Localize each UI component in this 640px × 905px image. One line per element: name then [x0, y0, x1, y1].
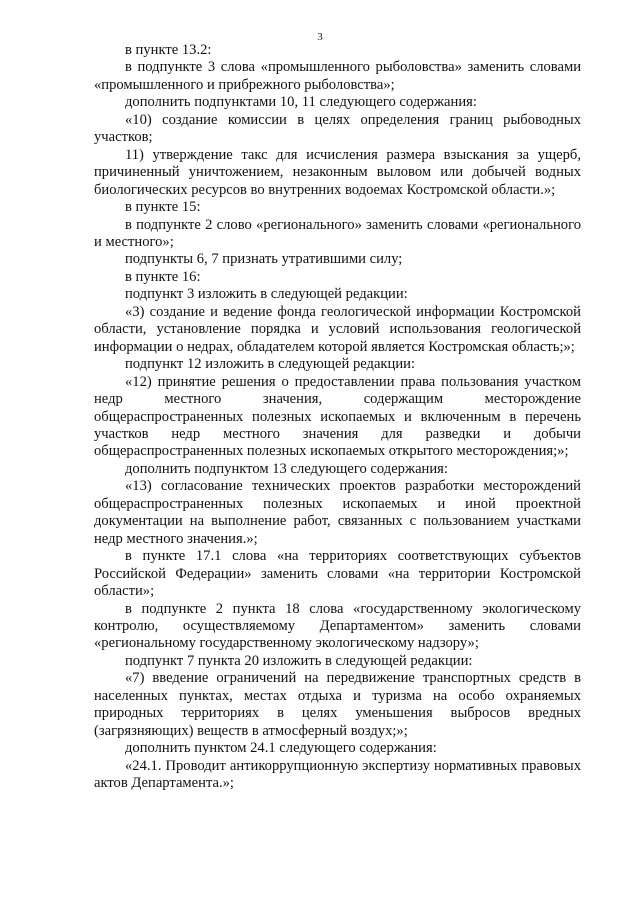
paragraph: «3) создание и ведение фонда геологической информации Костромской области, установление порядка и условий использования геологической информации о недрах, обладателем которой является Костромская область;»;: [94, 303, 581, 355]
document-body: [94, 42, 581, 792]
paragraph: в пункте 17.1 слова «на территориях соответствующих субъектов Российской Федерации» заменить словами «на территории Костромской области»;: [94, 548, 581, 600]
paragraph: в пункте 16:: [125, 268, 201, 285]
paragraph: дополнить подпунктами 10, 11 следующего содержания:: [125, 94, 477, 111]
paragraph: в пункте 15:: [125, 199, 201, 216]
paragraph: подпункты 6, 7 признать утратившими силу;: [125, 251, 403, 268]
paragraph: «13) согласование технических проектов разработки месторождений общераспространенных полезных ископаемых и иной проектной документации на выполнение работ, связанных с пользованием участками недр местного значения.»;: [94, 478, 581, 547]
paragraph: «10) создание комиссии в целях определения границ рыбоводных участков;: [94, 111, 581, 146]
paragraph: в подпункте 3 слова «промышленного рыболовства» заменить словами «промышленного и прибрежного рыболовства»;: [94, 59, 581, 93]
paragraph: 11) утверждение такс для исчисления размера взыскания за ущерб, причиненный уничтожением, незаконным выловом или добычей водных биологических ресурсов во внутренних водоемах Костромской области.»;: [94, 146, 581, 198]
paragraph: в подпункте 2 пункта 18 слова «государственному экологическому контролю, осуществляемому Департаментом» заменить словами «региональному государственному экологическому надзору»;: [94, 600, 581, 652]
paragraph: в пункте 13.2:: [125, 42, 212, 58]
paragraph: подпункт 3 изложить в следующей редакции:: [125, 286, 408, 303]
paragraph: «24.1. Проводит антикоррупционную экспертизу нормативных правовых актов Департамента.»;: [94, 757, 581, 792]
paragraph: дополнить подпунктом 13 следующего содержания:: [125, 460, 448, 477]
paragraph: подпункт 12 изложить в следующей редакции:: [125, 356, 416, 373]
paragraph: дополнить пунктом 24.1 следующего содержания:: [125, 740, 437, 757]
paragraph: «12) принятие решения о предоставлении права пользования участком недр местного значения, содержащим месторождение общераспространенных полезных ископаемых и включенным в перечень участков недр местного значения для разведки и добычи общераспространенных полезных ископаемых открытого месторождения;»;: [94, 373, 581, 460]
paragraph: «7) введение ограничений на передвижение транспортных средств в населенных пунктах, местах отдыха и туризма на особо охраняемых природных территориях в целях уменьшения выбросов вредных (загрязняющих) веществ в атмосферный воздух;»;: [94, 670, 581, 739]
paragraph: в подпункте 2 слово «регионального» заменить словами «регионального и местного»;: [94, 216, 581, 250]
paragraph: подпункт 7 пункта 20 изложить в следующей редакции:: [125, 652, 473, 669]
page-number: 3: [317, 31, 323, 43]
